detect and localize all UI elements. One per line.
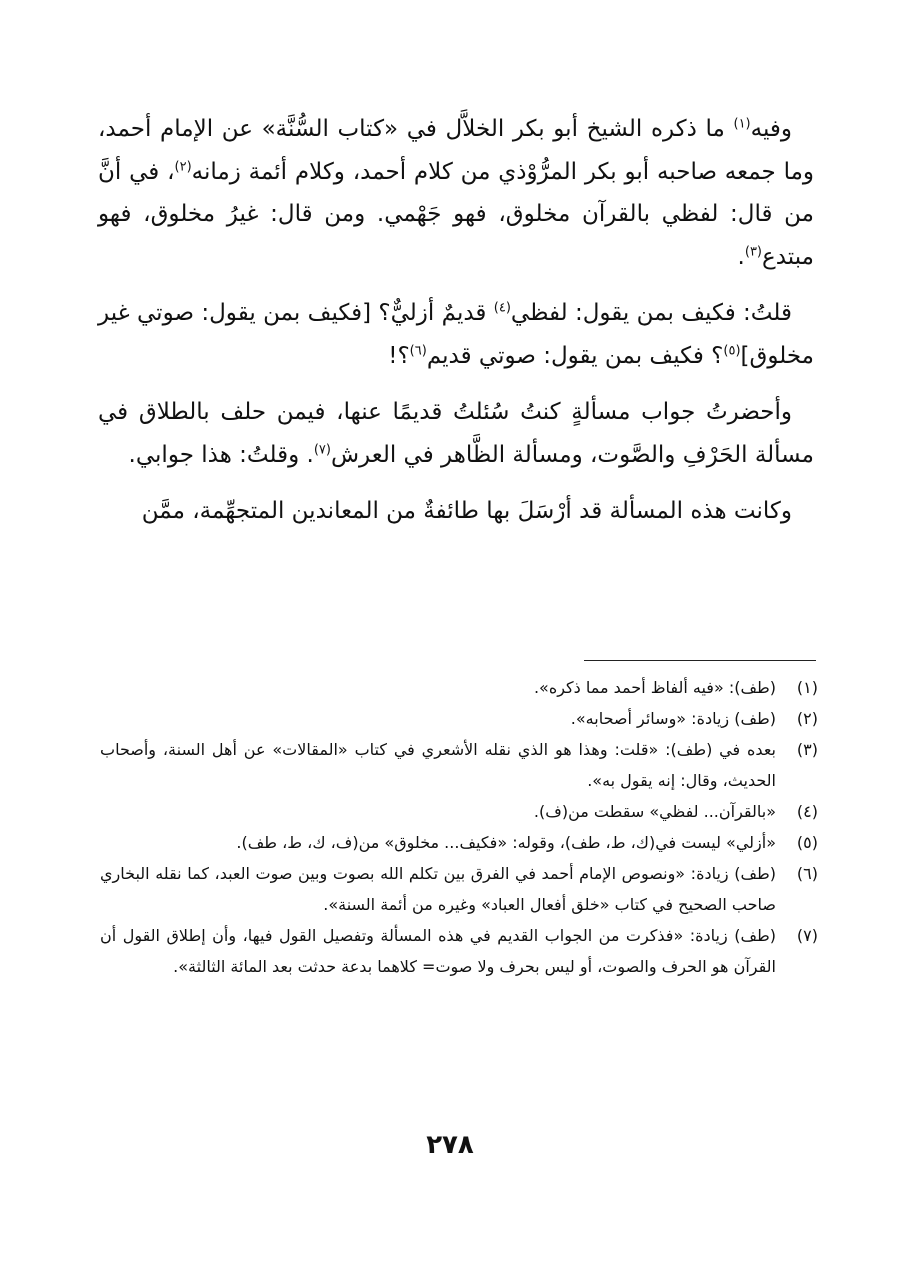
footnote-text: (طف) زيادة: «ونصوص الإمام أحمد في الفرق بين تكلم الله بصوت وبين صوت العبد، كما نقله البخاري صاحب الصحيح في كتاب «خلق أفعال العباد» وغيره من أئمة السنة». [100,864,776,914]
footnotes [100,672,818,982]
text-run: ، في أنَّ من قال: لفظي بالقرآن مخلوق، فهو جَهْمي. ومن قال: غيرُ مخلوق، فهو مبتدع [98,158,814,270]
footnote-number: (٣) [796,740,818,759]
text-run: وأحضرتُ جواب مسألةٍ كنتُ سُئلتُ قديمًا عنها، فيمن حلف بالطلاق في مسألة الحَرْفِ والصَّوت، ومسألة الظَّاهر في العرش [98,399,814,468]
footnote-number: (٦) [796,864,818,883]
footnote-text: «أزلي» ليست في(ك، ط، طف)، وقوله: «فكيف... مخلوق» من(ف، ك، ط، طف). [236,833,776,852]
footnote-6 [100,858,818,920]
text-run: قلتُ: فكيف بمن يقول: لفظي [510,300,792,326]
footnote-number: (٤) [796,802,818,821]
footnote-ref[interactable]: (٢) [174,158,192,174]
page-number: ٢٧٨ [426,1130,474,1160]
main-text [98,108,814,547]
footnote-divider [584,660,816,661]
paragraph-3 [98,391,814,476]
footnote-ref[interactable]: (٤) [493,300,511,316]
text-run: . [737,243,745,270]
footnote-number: (٥) [796,833,818,852]
footnote-3 [100,734,818,796]
text-run: ؟ فكيف بمن يقول: صوتي قديم [426,342,724,369]
footnote-7 [100,920,818,982]
footnote-text: (طف): «فيه ألفاظ أحمد مما ذكره». [533,678,776,697]
footnote-number: (٢) [796,709,818,728]
text-run: قديمٌ أزليٌّ؟ [فكيف بمن يقول: صوتي غير مخلوق] [98,300,814,369]
paragraph-2 [98,292,814,377]
footnote-number: (١) [796,678,818,697]
footnote-1 [100,672,818,703]
footnote-text: (طف) زيادة: «وسائر أصحابه». [570,709,776,728]
text-run: وكانت هذه المسألة قد أرْسَلَ بها طائفةٌ من المعاندين المتجهِّمة، ممَّن [141,498,792,524]
footnote-number: (٧) [796,926,818,945]
footnote-4 [100,796,818,827]
footnote-ref[interactable]: (٦) [409,342,427,358]
footnote-text: (طف) زيادة: «فذكرت من الجواب القديم في هذه المسألة وتفصيل القول فيها، وأن إطلاق القول أن القرآن هو الحرف والصوت، أو ليس بحرف ولا صوت= كلاهما بدعة حدثت بعد المائة الثالثة». [100,926,776,976]
text-run: وفيه [750,116,792,142]
footnote-ref[interactable]: (٣) [744,243,762,259]
paragraph-4 [98,490,814,533]
footnote-2 [100,703,818,734]
footnote-ref[interactable]: (١) [733,116,751,132]
footnote-text: بعده في (طف): «قلت: وهذا هو الذي نقله الأشعري في كتاب «المقالات» عن أهل السنة، وأصحاب الحديث، وقال: إنه يقول به». [100,740,776,790]
footnote-text: «بالقرآن... لفظي» سقطت من(ف). [533,802,776,821]
paragraph-1 [98,108,814,278]
text-run: . وقلتُ: هذا جوابي. [128,441,314,468]
text-run: ما ذكره الشيخ أبو بكر الخلاَّل في «كتاب السُّنَّة» عن الإمام أحمد، وما جمعه صاحبه أبو بكر المرُّوْذي من كلام أحمد، وكلام أئمة زمانه [98,116,814,185]
footnote-5 [100,827,818,858]
footnote-ref[interactable]: (٥) [723,342,741,358]
footnote-ref[interactable]: (٧) [313,441,331,457]
text-run: ؟! [388,342,410,369]
